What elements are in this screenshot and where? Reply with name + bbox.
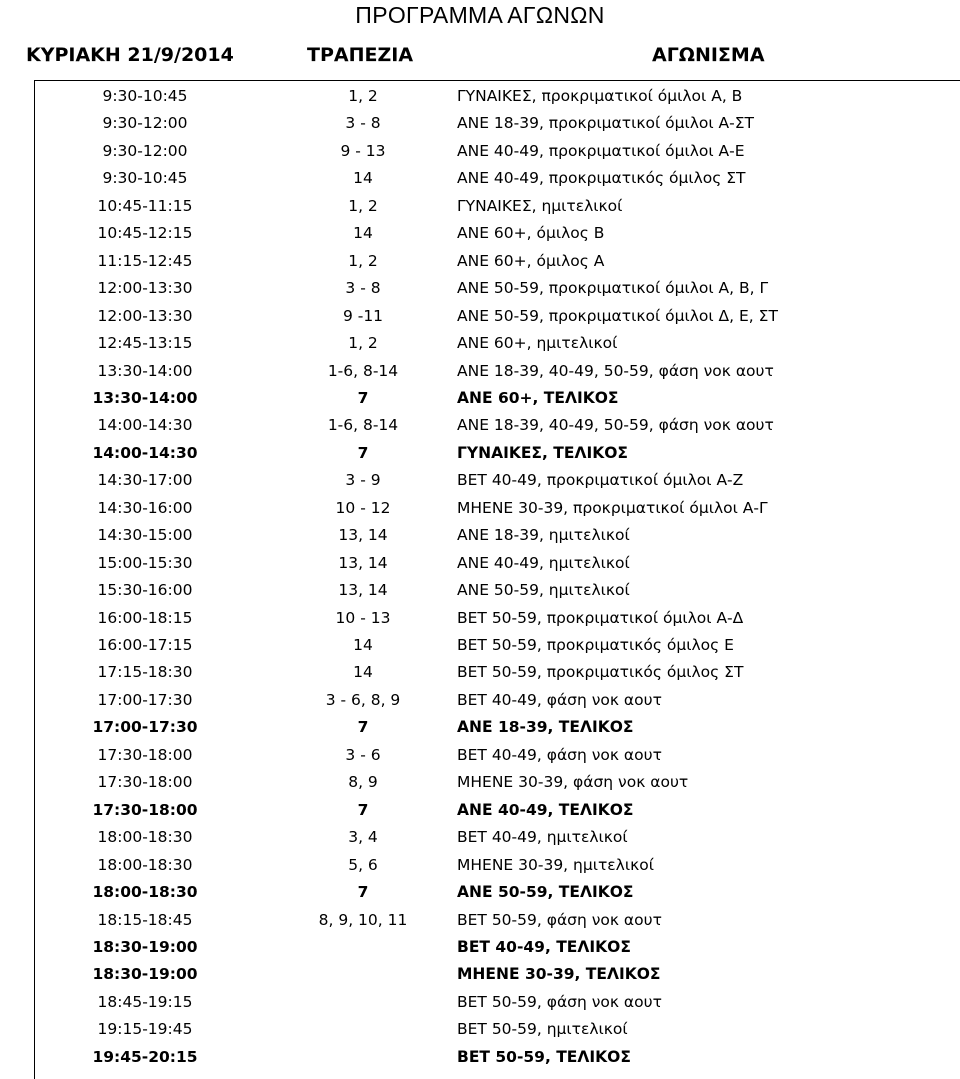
cell-tables: 14 [353, 636, 373, 654]
cell-tables: 7 [357, 718, 369, 737]
cell-time: 13:30-14:00 [92, 388, 198, 407]
cell-event: ΒΕΤ 50-59, ημιτελικοί [457, 1020, 628, 1039]
schedule-row [35, 852, 960, 879]
schedule-row [35, 605, 960, 632]
schedule-row [35, 577, 960, 604]
cell-time: 18:45-19:15 [97, 992, 193, 1011]
cell-tables: 3 - 8 [345, 279, 381, 298]
cell-tables: 14 [353, 224, 373, 243]
cell-time: 18:30-19:00 [92, 937, 198, 956]
cell-time: 11:15-12:45 [97, 251, 193, 270]
schedule-row [35, 879, 960, 906]
cell-time: 9:30-10:45 [102, 87, 188, 105]
schedule-row [35, 495, 960, 522]
cell-tables: 3 - 9 [345, 471, 381, 490]
cell-event: ΒΕΤ 50-59, προκριματικοί όμιλοι Α-Δ [457, 608, 744, 627]
cell-event: ΒΕΤ 40-49, φάση νοκ αουτ [457, 690, 662, 709]
cell-tables: 10 - 13 [335, 608, 391, 627]
cell-event: ΑΝΕ 40-49, προκριματικοί όμιλοι Α-Ε [457, 141, 745, 160]
cell-time: 10:45-12:15 [97, 224, 193, 243]
cell-tables: 8, 9, 10, 11 [318, 910, 408, 929]
cell-event: ΒΕΤ 50-59, φάση νοκ αουτ [457, 992, 662, 1011]
cell-event: ΜΗΕΝΕ 30-39, ημιτελικοί [457, 855, 654, 874]
schedule-row [35, 138, 960, 165]
cell-tables: 3, 4 [348, 828, 378, 847]
cell-time: 17:00-17:30 [97, 690, 193, 709]
cell-event: ΑΝΕ 60+, όμιλος Α [457, 251, 605, 270]
cell-tables: 1, 2 [348, 87, 378, 105]
cell-event: ΓΥΝΑΙΚΕΣ, ΤΕΛΙΚΟΣ [457, 443, 629, 462]
cell-time: 17:30-18:00 [97, 773, 193, 792]
cell-tables: 1, 2 [348, 196, 378, 215]
cell-time: 12:45-13:15 [97, 334, 193, 353]
cell-time: 17:15-18:30 [97, 663, 193, 682]
schedule-row [35, 165, 960, 192]
cell-time: 17:30-18:00 [92, 800, 198, 819]
cell-tables: 13, 14 [338, 553, 388, 572]
schedule-row [35, 440, 960, 467]
schedule-row [35, 742, 960, 769]
schedule-row [35, 961, 960, 988]
cell-time: 14:30-16:00 [97, 498, 193, 517]
cell-event: ΜΗΕΝΕ 30-39, φάση νοκ αουτ [457, 773, 689, 792]
schedule-row [35, 989, 960, 1016]
schedule-row [35, 220, 960, 247]
cell-time: 17:30-18:00 [97, 745, 193, 764]
cell-event: ΑΝΕ 18-39, ΤΕΛΙΚΟΣ [457, 718, 634, 737]
schedule-row [35, 522, 960, 549]
schedule-row [35, 385, 960, 412]
schedule-row [35, 110, 960, 137]
cell-event: ΑΝΕ 18-39, προκριματικοί όμιλοι Α-ΣΤ [457, 114, 755, 133]
cell-tables: 1, 2 [348, 251, 378, 270]
cell-time: 19:15-19:45 [97, 1020, 193, 1039]
cell-time: 16:00-17:15 [97, 636, 193, 654]
schedule-row [35, 797, 960, 824]
schedule-row [35, 275, 960, 302]
schedule-row [35, 824, 960, 851]
schedule-row [35, 934, 960, 961]
schedule-row [35, 193, 960, 220]
schedule-row [35, 714, 960, 741]
cell-time: 12:00-13:30 [97, 306, 193, 325]
cell-event: ΒΕΤ 50-59, προκριματικός όμιλος Ε [457, 636, 734, 654]
schedule-row [35, 330, 960, 357]
cell-event: ΒΕΤ 40-49, φάση νοκ αουτ [457, 745, 662, 764]
cell-event: ΜΗΕΝΕ 30-39, προκριματικοί όμιλοι Α-Γ [457, 498, 768, 517]
cell-event: ΑΝΕ 50-59, ΤΕΛΙΚΟΣ [457, 883, 634, 902]
cell-event: ΒΕΤ 40-49, προκριματικοί όμιλοι Α-Ζ [457, 471, 744, 490]
cell-event: ΑΝΕ 50-59, προκριματικοί όμιλοι Δ, Ε, ΣΤ [457, 306, 778, 325]
cell-event: ΒΕΤ 40-49, ημιτελικοί [457, 828, 628, 847]
cell-tables: 7 [357, 388, 369, 407]
schedule-row [35, 1044, 960, 1071]
cell-event: ΑΝΕ 60+, ΤΕΛΙΚΟΣ [457, 388, 619, 407]
cell-tables: 9 - 13 [340, 141, 386, 160]
schedule-row [35, 83, 960, 110]
cell-time: 18:15-18:45 [97, 910, 193, 929]
cell-time: 14:30-15:00 [97, 526, 193, 545]
schedule-row [35, 632, 960, 659]
cell-time: 14:30-17:00 [97, 471, 193, 490]
cell-event: ΒΕΤ 50-59, φάση νοκ αουτ [457, 910, 662, 929]
cell-time: 10:45-11:15 [97, 196, 193, 215]
cell-event: ΑΝΕ 50-59, ημιτελικοί [457, 581, 630, 600]
schedule-row [35, 1016, 960, 1043]
cell-event: ΒΕΤ 50-59, προκριματικός όμιλος ΣΤ [457, 663, 744, 682]
cell-tables: 9 -11 [342, 306, 384, 325]
cell-tables: 3 - 6, 8, 9 [325, 690, 401, 709]
header-tables: ΤΡΑΠΕΖΙΑ [307, 44, 414, 66]
cell-tables: 7 [357, 883, 369, 902]
cell-tables: 8, 9 [348, 773, 378, 792]
cell-event: ΑΝΕ 50-59, προκριματικοί όμιλοι Α, Β, Γ [457, 279, 769, 298]
cell-event: ΒΕΤ 40-49, ΤΕΛΙΚΟΣ [457, 937, 631, 956]
cell-tables: 3 - 8 [345, 114, 381, 133]
schedule-row [35, 907, 960, 934]
cell-event: ΓΥΝΑΙΚΕΣ, προκριματικοί όμιλοι Α, Β [457, 87, 743, 105]
cell-event: ΜΗΕΝΕ 30-39, ΤΕΛΙΚΟΣ [457, 965, 661, 984]
cell-tables: 13, 14 [338, 581, 388, 600]
cell-tables: 3 - 6 [345, 745, 381, 764]
cell-time: 16:00-18:15 [97, 608, 193, 627]
schedule-row [35, 412, 960, 439]
cell-event: ΑΝΕ 18-39, 40-49, 50-59, φάση νοκ αουτ [457, 361, 774, 380]
cell-event: ΑΝΕ 60+, όμιλος Β [457, 224, 605, 243]
cell-time: 9:30-12:00 [102, 114, 188, 133]
cell-time: 18:00-18:30 [97, 828, 193, 847]
cell-time: 13:30-14:00 [97, 361, 193, 380]
cell-time: 9:30-10:45 [102, 169, 188, 188]
cell-event: ΑΝΕ 18-39, ημιτελικοί [457, 526, 630, 545]
cell-event: ΑΝΕ 40-49, προκριματικός όμιλος ΣΤ [457, 169, 746, 188]
schedule-row [35, 687, 960, 714]
cell-time: 19:45-20:15 [92, 1047, 198, 1066]
cell-tables: 14 [353, 169, 373, 188]
cell-event: ΑΝΕ 60+, ημιτελικοί [457, 334, 618, 353]
cell-tables: 1-6, 8-14 [327, 361, 399, 380]
cell-event: ΑΝΕ 18-39, 40-49, 50-59, φάση νοκ αουτ [457, 416, 774, 435]
page-title: ΠΡΟΓΡΑΜΜΑ ΑΓΩΝΩΝ [355, 2, 605, 28]
header-date: ΚΥΡΙΑΚΗ 21/9/2014 [26, 44, 234, 66]
cell-tables: 7 [357, 800, 369, 819]
header-event: ΑΓΩΝΙΣΜΑ [652, 44, 765, 66]
cell-tables: 10 - 12 [335, 498, 391, 517]
cell-time: 14:00-14:30 [97, 416, 193, 435]
cell-time: 17:00-17:30 [92, 718, 198, 737]
cell-tables: 7 [357, 443, 369, 462]
cell-event: ΑΝΕ 40-49, ημιτελικοί [457, 553, 630, 572]
cell-time: 18:00-18:30 [97, 855, 193, 874]
cell-event: ΑΝΕ 40-49, ΤΕΛΙΚΟΣ [457, 800, 634, 819]
cell-time: 9:30-12:00 [102, 141, 188, 160]
cell-tables: 14 [353, 663, 373, 682]
schedule-row [35, 303, 960, 330]
cell-time: 15:00-15:30 [97, 553, 193, 572]
schedule-row [35, 467, 960, 494]
cell-tables: 5, 6 [348, 855, 378, 874]
cell-time: 18:30-19:00 [92, 965, 198, 984]
cell-time: 15:30-16:00 [97, 581, 193, 600]
cell-tables: 1, 2 [348, 334, 378, 353]
cell-time: 12:00-13:30 [97, 279, 193, 298]
schedule-row [35, 550, 960, 577]
cell-tables: 13, 14 [338, 526, 388, 545]
cell-event: ΓΥΝΑΙΚΕΣ, ημιτελικοί [457, 196, 623, 215]
cell-tables: 1-6, 8-14 [327, 416, 399, 435]
cell-time: 18:00-18:30 [92, 883, 198, 902]
schedule-row [35, 769, 960, 796]
schedule-table [34, 80, 960, 1079]
cell-event: ΒΕΤ 50-59, ΤΕΛΙΚΟΣ [457, 1047, 631, 1066]
cell-time: 14:00-14:30 [92, 443, 198, 462]
schedule-row [35, 358, 960, 385]
schedule-row [35, 659, 960, 686]
schedule-row [35, 248, 960, 275]
